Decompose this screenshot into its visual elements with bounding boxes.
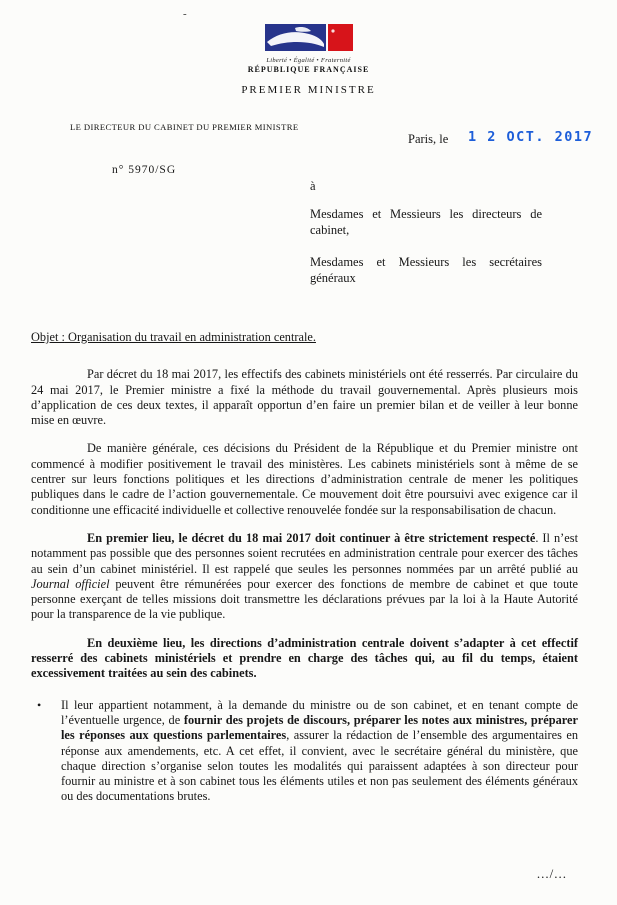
bullet-icon: •	[37, 697, 42, 712]
subject-text: Organisation du travail en administration centrale.	[64, 330, 316, 344]
bullet-text-start: Il leur appartient notamment, à la demande du ministre ou de son cabinet, et en tenant compte de l’éventuelle urgence, de	[61, 697, 578, 727]
place-date-label: Paris, le	[408, 132, 449, 146]
recipients-block	[310, 207, 542, 303]
journal-officiel-italic: Journal officiel	[31, 576, 110, 591]
republic-motto: Liberté • Égalité • Fraternité	[266, 57, 351, 64]
paragraph-3-text: . Il n’est notamment pas possible que des personnes soient recrutées en administration centrale pour exercer des tâches au sein d’un cabinet ministériel. Il est rappelé que seules les personnes nommées par un arrêté publié au	[31, 530, 579, 576]
bullet-item	[31, 698, 578, 805]
subject-label: Objet :	[31, 330, 65, 344]
paragraph-3-bold-lead: En premier lieu, le décret du 18 mai 2017 doit continuer à être strictement respecté	[87, 530, 536, 545]
paragraph-4-text: En deuxième lieu, les directions d’administration centrale doivent s’adapter à cet effectif resserré des cabinets ministériels et prendre en charge des tâches qui, au fil du temps, étaient excessivement traitées au sein des cabinets.	[31, 635, 578, 681]
bullet-text-bold: fournir des projets de discours, préparer les notes aux ministres, préparer les réponses aux questions parlementaires	[61, 712, 578, 743]
paragraph-2	[31, 441, 578, 517]
paragraph-1	[31, 367, 578, 428]
subject-line	[31, 330, 578, 345]
bullet-text-end: , assurer la rédaction de l’ensemble des argumentaires en réponse aux amendements, etc. A cet effet, il convient, avec le secrétaire général du ministère, que chaque direction s’organise selon toutes les modalités qui paraissent adaptées à son directeur pour fournir au ministre et à son cabinet tous les éléments utiles et non pas seulement des éléments généraux ou des documentations brutes.	[61, 728, 578, 804]
republic-name: RÉPUBLIQUE FRANÇAISE	[247, 65, 370, 74]
bullet-paragraph	[61, 698, 578, 805]
reference-number: n° 5970/SG	[112, 164, 177, 176]
paragraph-1-text: Par décret du 18 mai 2017, les effectifs des cabinets ministériels ont été resserrés. Par circulaire du 24 mai 2017, le Premier ministre a fixé la méthode du travail gouvernemental. Après plusieurs mois d’application de ces deux textes, il apparaît opportun d’en faire un premier bilan et de veiller à leur bonne mise en œuvre.	[31, 367, 578, 428]
french-republic-flag-icon	[265, 24, 353, 56]
letterhead-emblem	[0, 24, 617, 74]
paragraph-4	[31, 636, 578, 682]
salutation-to: à	[310, 179, 316, 193]
recipient-line: Mesdames et Messieurs les directeurs de cabinet,	[310, 207, 542, 237]
letter-body	[31, 330, 578, 805]
date-stamp: 1 2 OCT. 2017	[468, 129, 594, 145]
paragraph-2-text: De manière générale, ces décisions du Président de la République et du Premier ministre ont commencé à modifier positivement le travail des ministères. Les cabinets ministériels sont à même de se centrer sur leurs fonctions politiques et les directions d’administration centrale de mener les politiques publiques dans le cadre de l’action gouvernementale. Ce mouvement doit être poursuivi avec exigence car il conditionne une efficacité individuelle et collective renouvelée fondée sur la responsabilisation de chacun.	[31, 441, 578, 517]
paragraph-3-text-end: peuvent être rémunérées pour exercer des fonctions de membre de cabinet et que toute personne exerçant de telles missions doit transmettre les déclarations prévues par la loi à la Haute Autorité pour la transparence de la vie publique.	[31, 576, 578, 622]
recipient-line: Mesdames et Messieurs les secrétaires généraux	[310, 255, 542, 285]
continuation-mark: .../...	[536, 866, 567, 881]
sender-title: LE DIRECTEUR DU CABINET DU PREMIER MINISTRE	[70, 122, 299, 132]
scan-artifact-mark: -	[183, 8, 187, 20]
paragraph-3	[31, 531, 578, 623]
institution-title: PREMIER MINISTRE	[241, 84, 376, 96]
